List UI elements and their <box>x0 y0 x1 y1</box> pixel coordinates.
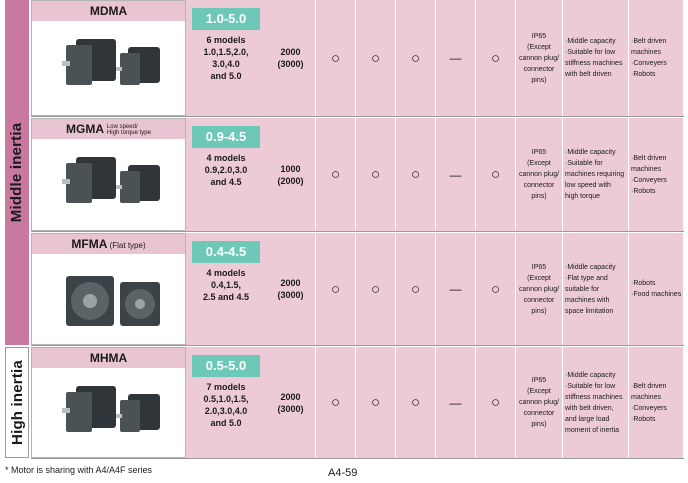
rated-speed-cell <box>266 0 316 116</box>
motor-photo <box>62 149 162 219</box>
model-count-line: 6 models <box>206 35 246 45</box>
motor-photo <box>62 378 162 448</box>
model-code: MFMA <box>71 237 108 251</box>
protection-line: IP65 <box>531 263 547 271</box>
application-line: ·Robots <box>631 187 656 195</box>
model-count-line: 4 models <box>206 153 246 163</box>
motor-row-mfma <box>31 233 684 345</box>
protection-line: cannon plug/ <box>518 399 560 406</box>
applications-cell <box>629 347 684 458</box>
availability-mark: ○ <box>316 233 356 345</box>
application-line: ·Conveyers <box>631 404 667 412</box>
rated-output-range: 1.0-5.0 <box>192 8 260 30</box>
availability-mark: ○ <box>396 347 436 458</box>
availability-mark: ○ <box>356 118 396 231</box>
protection-cell <box>516 0 563 116</box>
motor-photo <box>62 31 162 101</box>
rated-speed-line: 2000 <box>280 391 301 402</box>
section-label-middle-inertia: Middle inertia <box>5 0 29 345</box>
protection-line: connector <box>523 410 555 417</box>
model-suffix: (Flat type) <box>107 241 146 250</box>
protection-line: pins) <box>531 307 547 315</box>
availability-mark: ○ <box>356 233 396 345</box>
availability-mark: ○ <box>316 118 356 231</box>
row-divider <box>31 458 684 459</box>
feature-line: ·Middle capacity <box>565 263 616 271</box>
application-line: ·Conveyers <box>631 176 667 184</box>
feature-line: and large load <box>565 415 610 423</box>
motor-photo <box>62 264 162 334</box>
availability-mark: ○ <box>476 347 516 458</box>
features-cell <box>563 118 629 231</box>
feature-line: space limitation <box>565 307 614 315</box>
feature-line: ·Suitable for low <box>565 49 616 56</box>
model-cell <box>31 0 186 116</box>
protection-line: cannon plug/ <box>518 171 560 178</box>
model-name <box>32 119 185 139</box>
availability-mark: ○ <box>476 0 516 116</box>
availability-mark: ○ <box>356 347 396 458</box>
section-label-high-inertia: High inertia <box>5 347 29 458</box>
model-code: MDMA <box>89 4 128 18</box>
availability-mark: ○ <box>396 0 436 116</box>
model-count-line: and 5.0 <box>210 418 242 428</box>
feature-line: machines with <box>565 296 610 304</box>
application-line: ·Belt driven <box>631 38 667 45</box>
protection-cell <box>516 118 563 231</box>
model-count-line: and 4.5 <box>210 177 242 187</box>
feature-line: ·Suitable for <box>565 160 603 167</box>
application-line: ·Robots <box>631 71 656 78</box>
feature-line: ·Flat type and <box>565 274 608 282</box>
rated-speed-cell <box>266 118 316 231</box>
application-line: machines <box>631 165 661 173</box>
rated-output-range: 0.9-4.5 <box>192 126 260 148</box>
rated-output-range: 0.4-4.5 <box>192 241 260 263</box>
application-line: machines <box>631 393 661 401</box>
feature-line: with belt driven, <box>565 404 614 412</box>
feature-line: high torque <box>565 193 601 200</box>
feature-line: suitable for <box>565 285 600 293</box>
model-code: MHMA <box>89 351 128 365</box>
rated-speed-line: (3000) <box>277 403 304 414</box>
row-divider <box>31 231 684 232</box>
feature-line: ·Middle capacity <box>565 149 616 156</box>
footnote: * Motor is sharing with A4/A4F series <box>5 465 153 475</box>
motor-spec-table <box>5 0 684 458</box>
feature-line: ·Middle capacity <box>565 38 616 45</box>
features-cell <box>563 233 629 345</box>
rated-output-cell <box>186 233 266 345</box>
page-number: A4-59 <box>328 467 358 479</box>
availability-mark: ○ <box>396 118 436 231</box>
applications-cell <box>629 0 684 116</box>
feature-line: machines requiring <box>565 171 625 178</box>
availability-mark: ○ <box>396 233 436 345</box>
availability-mark: ○ <box>316 347 356 458</box>
rated-speed-line: 2000 <box>280 278 301 288</box>
model-count-line: 4 models <box>206 268 246 278</box>
model-code: MGMA <box>66 122 104 136</box>
model-name <box>32 348 185 368</box>
protection-line: cannon plug/ <box>518 54 560 62</box>
application-line: ·Food machines <box>631 291 682 298</box>
model-count-line: 1.0,1.5,2.0, <box>203 47 249 57</box>
model-count-line: 0.5,1.0,1.5, <box>203 394 249 404</box>
row-divider <box>31 116 684 117</box>
protection-line: pins) <box>531 76 547 84</box>
availability-mark: — <box>436 347 476 458</box>
rated-output-range: 0.5-5.0 <box>192 355 260 377</box>
protection-line: connector <box>523 296 555 304</box>
rated-output-cell <box>186 0 266 116</box>
feature-line: ·Suitable for low <box>565 382 616 390</box>
model-count-line: 2.0,3.0,4.0 <box>204 406 248 416</box>
rated-output-cell <box>186 347 266 458</box>
feature-line: low speed with <box>565 182 611 189</box>
feature-line: with belt driven <box>565 71 612 78</box>
protection-line: (Except <box>527 274 551 282</box>
protection-line: IP65 <box>531 377 547 384</box>
model-name <box>32 1 185 21</box>
application-line: ·Robots <box>631 280 656 287</box>
protection-line: pins) <box>531 421 547 428</box>
applications-cell <box>629 233 684 345</box>
protection-line: IP65 <box>531 32 547 40</box>
protection-line: pins) <box>531 193 547 200</box>
model-count-line: 0.4,1.5, <box>210 280 242 290</box>
model-count-line: and 5.0 <box>210 71 242 81</box>
model-cell <box>31 347 186 458</box>
feature-line: stiffness machines <box>565 393 623 401</box>
feature-line: moment of inertia <box>565 426 620 434</box>
row-divider <box>31 345 684 346</box>
model-count-line: 7 models <box>206 382 246 392</box>
rated-speed-line: (2000) <box>277 175 304 186</box>
applications-cell <box>629 118 684 231</box>
availability-mark: ○ <box>476 233 516 345</box>
availability-mark: ○ <box>356 0 396 116</box>
model-cell <box>31 118 186 231</box>
availability-mark: — <box>436 233 476 345</box>
motor-row-mdma <box>31 0 684 116</box>
availability-mark: — <box>436 118 476 231</box>
protection-line: (Except <box>527 43 551 51</box>
rated-speed-line: 1000 <box>280 163 301 174</box>
rated-speed-line: 2000 <box>280 47 301 57</box>
protection-line: IP65 <box>531 149 547 156</box>
rated-speed-line: (3000) <box>277 59 304 69</box>
protection-line: connector <box>523 65 555 73</box>
model-name <box>32 234 185 254</box>
model-cell <box>31 233 186 345</box>
application-line: ·Robots <box>631 415 656 423</box>
application-line: ·Belt driven <box>631 382 667 390</box>
model-count-line: 3.0,4.0 <box>212 59 240 69</box>
motor-row-mgma <box>31 118 684 231</box>
application-line: machines <box>631 49 661 56</box>
model-count-line: 2.5 and 4.5 <box>202 292 250 302</box>
protection-line: (Except <box>527 388 551 395</box>
availability-mark: ○ <box>316 0 356 116</box>
rated-speed-cell <box>266 347 316 458</box>
availability-mark: ○ <box>476 118 516 231</box>
availability-mark: — <box>436 0 476 116</box>
protection-line: (Except <box>527 160 551 167</box>
features-cell <box>563 0 629 116</box>
rated-output-cell <box>186 118 266 231</box>
features-cell <box>563 347 629 458</box>
protection-cell <box>516 347 563 458</box>
rated-speed-cell <box>266 233 316 345</box>
feature-line: ·Middle capacity <box>565 371 616 379</box>
application-line: ·Belt driven <box>631 154 667 162</box>
protection-cell <box>516 233 563 345</box>
feature-line: stiffness machines <box>565 60 623 67</box>
model-count-line: 0.9,2.0,3.0 <box>204 165 248 175</box>
protection-line: connector <box>523 182 555 189</box>
rated-speed-line: (3000) <box>277 290 304 300</box>
motor-row-mhma <box>31 347 684 458</box>
protection-line: cannon plug/ <box>518 285 560 293</box>
application-line: ·Conveyers <box>631 60 667 67</box>
model-suffix: Low speed/ High torque type <box>106 123 151 136</box>
